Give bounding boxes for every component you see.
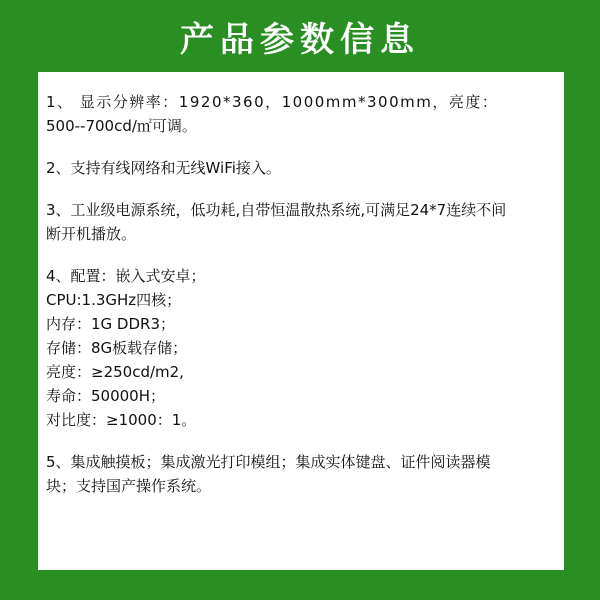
spec-line: 4、配置：嵌入式安卓； bbox=[46, 267, 206, 285]
spec-line: 寿命：50000H； bbox=[46, 387, 165, 405]
spec-line: 内存：1G DDR3； bbox=[46, 315, 176, 333]
spec-item-power bbox=[46, 198, 556, 246]
page-title: 产品参数信息 bbox=[180, 19, 420, 60]
header-bar bbox=[0, 0, 600, 72]
spec-line: 断开机播放。 bbox=[46, 225, 137, 243]
spec-line: 亮度：≥250cd/m2, bbox=[46, 363, 184, 381]
spec-line: 3、工业级电源系统，低功耗,自带恒温散热系统,可满足24*7连续不间 bbox=[46, 201, 507, 219]
spec-item-display bbox=[46, 90, 556, 138]
spec-line: 2、支持有线网络和无线WiFi接入。 bbox=[46, 159, 281, 177]
spec-item-config bbox=[46, 264, 556, 432]
spec-item-integration bbox=[46, 450, 556, 498]
spec-line: CPU:1.3GHz四核； bbox=[46, 291, 182, 309]
spec-line: 对比度：≥1000：1。 bbox=[46, 411, 197, 429]
spec-line: 500--700cd/㎡可调。 bbox=[46, 117, 197, 135]
spec-line: 1、 显示分辨率：1920*360，1000mm*300mm，亮度： bbox=[46, 93, 499, 111]
spec-line: 存储：8G板载存储； bbox=[46, 339, 188, 357]
spec-item-network bbox=[46, 156, 556, 180]
spec-line: 块；支持国产操作系统。 bbox=[46, 477, 212, 495]
spec-line: 5、集成触摸板；集成激光打印模组；集成实体键盘、证件阅读器模 bbox=[46, 453, 491, 471]
spec-panel bbox=[38, 72, 564, 570]
